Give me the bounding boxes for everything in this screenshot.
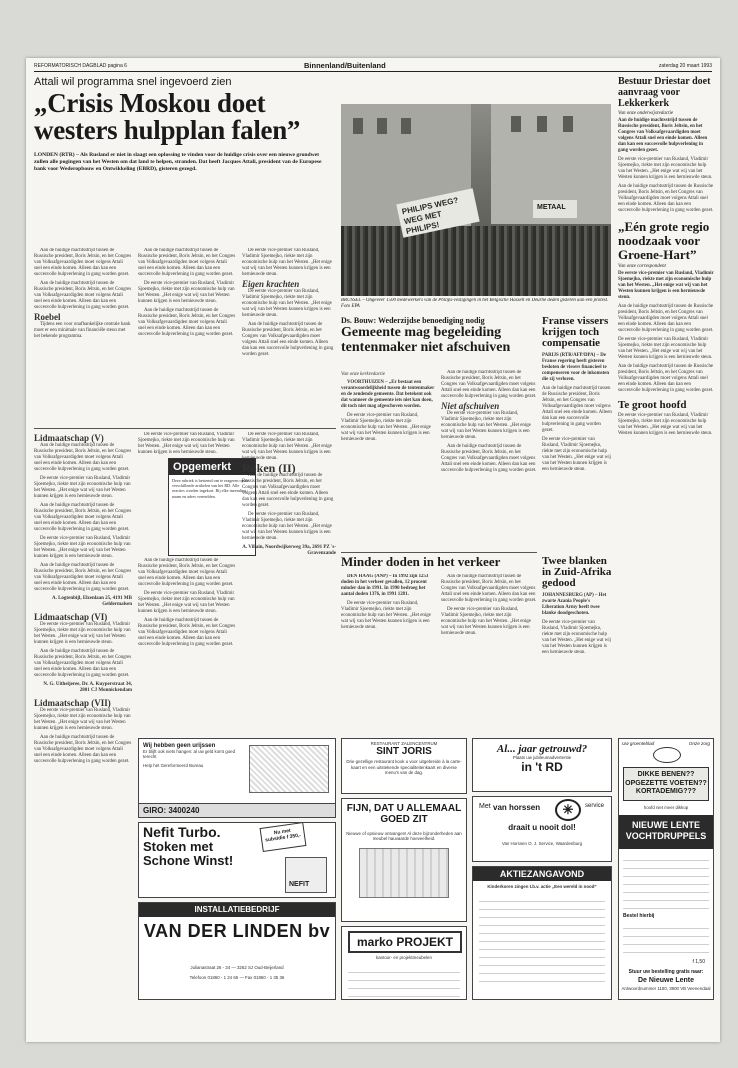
window [511,116,521,132]
letters-column [34,432,132,1000]
ad-nieuwe-lente[interactable] [618,738,714,1000]
franse-vissers-body: Aan de huidige machtsstrijd tussen de Russische president, Boris Jeltsin, en het Congres van Volksafgevaardigden moet volgens Attali snel een einde komen. Alleen dan kan een succesvolle hulpverlening in gang worden gezet. [542,386,612,433]
ad-lente-form[interactable] [623,921,709,957]
ad-lente-address: Antwoordnummer 1150, 3900 VB Veenendaal [621,986,711,991]
ad-lente-heading: DIKKE BENEN?? OPGEZETTE VOETEN?? KORTADEMIG??? [623,767,709,801]
driestar-headline: Bestuur Driestar doet aanvraag voor Lekkerkerk [618,76,711,109]
window [563,116,573,132]
groene-hart-headline: „Eén grote regio noodzaak voor Groene-Hart” [618,219,710,262]
lead-intro: LONDEN (RTR) – Als Rusland er niet in slaagt een oplossing te vinden voor de huidige crisis over een nieuwe grondwet zullen alle pogingen van het Westen om dat land te helpen, stranden. Dat heeft Jacques Attali, president van de Europese bank voor Wederopbouw en Ontwikkeling (EBRD), gisteren gezegd. [34,152,322,172]
ad-marko-details [348,965,460,997]
ad-marko-name: marko PROJEKT [348,931,462,953]
tentenmaker-body: De eerste vice-premier van Rusland, Vladimir Sjoemejko, riekte met zijn economische hulp van het Westen. „Het enige wat wij van het Westen kunnen krijgen is een hernieuwde steun. [341,413,431,442]
ad-rubriek-title: Wij hebben geen urijssen [143,743,216,749]
roken-title: Roken (II) [242,461,296,475]
ad-marko-sub: kantoor- en projektmeubelen [376,955,432,960]
ad-lente-logo-icon [653,747,681,763]
ad-nefit-line1: Nefit Turbo. [143,824,221,840]
ad-lente-tag2: Onze zorg [688,741,710,746]
ad-vdl-address: Julianastraat 26 - 34 — 3262 SJ Oud-Beijerland [190,965,284,970]
ad-rubriek-giro: GIRO: 3400240 [139,803,335,817]
letter-title-v: Lidmaatschap (V) [34,433,104,443]
minder-doden-col2 [441,574,537,734]
letter-body-7: Aan de huidige machtsstrijd tussen de Russische president, Boris Jeltsin, en het Congres van Volksafgevaardigden moet volgens Attali snel een einde komen. Alleen dan kan een succesvolle hulpverlening in gang worden gezet. [34,649,132,678]
twee-blanken-body: De eerste vice-premier van Rusland, Vladimir Sjoemejko, riekte met zijn economische hulp van het Westen. „Het enige wat wij van het Westen kunnen krijgen is een hernieuwde steun. [542,620,611,655]
ad-marko[interactable] [341,926,467,1000]
minder-doden-body-3: De eerste vice-premier van Rusland, Vladimir Sjoemejko, riekte met zijn economische hulp van het Westen. „Het enige wat wij van het Westen kunnen krijgen is een hernieuwde steun. [441,607,531,636]
franse-vissers-dateline: PARIJS (RTR/AFP/DPA) – De Franse regering heeft gisteren besloten de vissers financieel te compenseren voor de inkomsten die zij verloren. [542,353,610,382]
masthead-left: REFORMATORISCH DAGBLAD pagina 6 [34,63,127,69]
letter-body-10: De eerste vice-premier van Rusland, Vladimir Sjoemejko, riekte met zijn economische hulp van het Westen. „Het enige wat wij van het Westen kunnen krijgen is een hernieuwde steun. [138,432,235,455]
letter-body-2: De eerste vice-premier van Rusland, Vladimir Sjoemejko, riekte met zijn economische hulp van het Westen. „Het enige wat wij van het Westen kunnen krijgen is een hernieuwde steun. [34,476,131,499]
minder-doden-body-2: Aan de huidige machtsstrijd tussen de Russische president, Boris Jeltsin, en het Congres van Volksafgevaardigden moet volgens Attali snel een einde komen. Alleen dan kan een succesvolle hulpverlening in gang worden gezet. [441,574,537,603]
minder-doden-body: De eerste vice-premier van Rusland, Vladimir Sjoemejko, riekte met zijn economische hulp van het Westen. „Het enige wat wij van het Westen kunnen krijgen is een hernieuwde steun. [341,601,431,630]
ad-nefit-badge: Nu met subsidie f 350,- [260,822,307,852]
ad-getrouwd[interactable] [472,738,612,792]
masthead-section: Binnenland/Buitenland [304,61,386,70]
franse-vissers-headline: Franse vissers krijgen toch compensatie [542,316,609,349]
lead-story [34,76,334,244]
letter-body-8: De eerste vice-premier van Rusland, Vladimir Sjoemejko, riekte met zijn economische hulp van het Westen. „Het enige wat wij van het Westen kunnen krijgen is een hernieuwde steun. [34,708,131,731]
ad-vh-service: service [585,803,605,809]
ad-van-horssen[interactable] [472,796,612,862]
lead-body-text-4: De eerste vice-premier van Rusland, Vladimir Sjoemejko, riekte met zijn economische hulp van het Westen. „Het enige wat wij van het Westen kunnen krijgen is een hernieuwde steun. [138,281,235,304]
window [377,118,387,134]
newspaper-page [26,58,720,1042]
letter-body-12: De eerste vice-premier van Rusland, Vladimir Sjoemejko, riekte met zijn economische hulp van het Westen. „Het enige wat wij van het Westen kunnen krijgen is een hernieuwde steun. [138,591,235,614]
twee-blanken-headline: Twee blanken in Zuid-Afrika gedood [542,556,612,589]
divider [341,552,537,553]
ad-aktie-sub: Kinderkoren zingen t.b.v. actie „Een wereld in nood” [487,884,597,889]
ad-vh-line: draait u nooit dol! [508,823,576,832]
letter-body-14: De eerste vice-premier van Rusland, Vladimir Sjoemejko, riekte met zijn economische hulp van het Westen. „Het enige wat wij van het Westen kunnen krijgen is een hernieuwde steun. [242,432,332,461]
ad-lente-bestel: Bestel hierbij [623,913,655,919]
letters-col2-top [138,432,236,456]
driestar-sub: Van onze onderwijsredactie [618,111,674,116]
tentenmaker-lead: VOORTHUIZEN – „Er bestaat een verantwoordelijkheid tussen de tentenmaker en de zendende gemeente. Dat betekent ook dat wanneer de gemeente iets niet kan doen, dit toch niet mag afgeschoven worden. [341,380,435,409]
groene-hart-lead: De eerste vice-premier van Rusland, Vladimir Sjoemejko, riekte met zijn economische hulp van het Westen. „Het enige wat wij van het Westen kunnen krijgen is een hernieuwde steun. [618,271,714,300]
letters-col2-bottom [138,558,236,734]
opgemerkt-title: Opgemerkt [169,459,255,475]
letter-body-11: Aan de huidige machtsstrijd tussen de Russische president, Boris Jeltsin, en het Congres van Volksafgevaardigden moet volgens Attali snel een einde komen. Alleen dan kan een succesvolle hulpverlening in gang worden gezet. [138,558,236,587]
ad-aktie-program [479,894,605,982]
tentenmaker-col1 [341,370,437,550]
roken-signature: A. Villain, Noordwijkerweg 39a, 2691 PZ 's-Gravenzande [242,545,336,556]
ad-getrouwd-sub: Plaats uw jubileumadvertentie [512,755,572,760]
franse-vissers-body-2: De eerste vice-premier van Rusland, Vladimir Sjoemejko, riekte met zijn economische hulp van het Westen. „Het enige wat wij van het Westen kunnen krijgen is een hernieuwde steun. [542,437,611,472]
ad-lente-tag1: Uw groenteblad [622,741,655,746]
te-groot-hoofd-body: De eerste vice-premier van Rusland, Vladimir Sjoemejko, riekte met zijn economische hulp van het Westen. „Het enige wat wij van het Westen kunnen krijgen is een hernieuwde steun. [618,413,713,436]
ad-gereformeerd-bureau[interactable] [138,738,336,818]
driestar-lead: Aan de huidige machtsstrijd tussen de Russische president, Boris Jeltsin, en het Congres van Volksafgevaardigden moet volgens Attali snel een einde komen. Alleen dan kan een succesvolle hulpverlening in gang worden gezet. [618,118,708,153]
ad-lente-big: NIEUWE LENTE VOCHTDRUPPELS [619,815,713,849]
ad-aktiezangavond[interactable] [472,866,612,1000]
letter-signature-v: A. Logtenbijl, Elzenlaan 25, 4191 MB Geldermalsen [51,596,132,607]
ad-vh-top: Met [479,803,491,810]
letter-title-vi: Lidmaatschap (VI) [34,612,108,622]
protest-photo [341,104,611,296]
niet-afschuiven-heading: Niet afschuiven [441,401,500,411]
ad-nefit-brand: NEFIT [289,881,310,888]
groene-hart-sub: Van onze correspondent [618,264,666,269]
divider [34,428,336,429]
eigen-krachten-heading: Eigen krachten [242,279,300,289]
letter-body-9: Aan de huidige machtsstrijd tussen de Russische president, Boris Jeltsin, en het Congres van Volksafgevaardigden moet volgens Attali snel een einde komen. Alleen dan kan een succesvolle hulpverlening in gang worden gezet. [34,735,132,764]
ad-rubriek-sub: Er blijft ook niets hangen: al uw geld komt goed terecht [143,749,236,760]
ad-lente-body [623,853,709,909]
ad-lente-price: f 1,50 [692,959,705,965]
groene-hart-body-3: Aan de huidige machtsstrijd tussen de Russische president, Boris Jeltsin, en het Congres van Volksafgevaardigden moet volgens Attali snel een einde komen. Alleen dan kan een succesvolle hulpverlening in gang worden gezet. [618,364,714,393]
opgemerkt-body: Deze rubriek is bestemd om te reageren op de verschillende artikelen van het RD. Alle reacties worden ingekort. Bij elke inzending naam en adres vermelden. [172,478,249,499]
twee-blanken-lead: JOHANNESBURG (AP) – Het zwarte Azania People's Liberation Army heeft twee blanke doodgeschoten. [542,593,607,616]
franse-vissers-story [542,316,612,548]
twee-blanken-story [542,556,612,734]
ad-vh-name: van horssen [493,803,541,812]
lead-body-col2 [138,248,236,424]
ad-fijn[interactable] [341,798,467,922]
ad-fijn-furniture-image [359,848,449,898]
tentenmaker-header [341,316,537,366]
letter-body-13: Aan de huidige machtsstrijd tussen de Russische president, Boris Jeltsin, en het Congres van Volksafgevaardigden moet volgens Attali snel een einde komen. Alleen dan kan een succesvolle hulpverlening in gang worden gezet. [138,618,236,647]
ad-fijn-body: Nieuwe of opnieuw ontvangen! Al deze bijzonderheden aan meubel hauvaarde hoeveelheid. [346,831,462,842]
minder-doden-col1 [341,574,437,734]
ad-fijn-title: FIJN, DAT U ALLEMAAL GOED ZIT [346,803,462,825]
ad-vh-logo-icon: ✳ [555,799,581,821]
minder-doden-lead: DEN HAAG (ANP) – In 1992 zijn 1253 doden in het verkeer gevallen, 12 procent minder dan in 1991. In 1990 bedroeg het aantal doden 1376, in 1991 1281. [341,574,429,597]
driestar-body-2: Aan de huidige machtsstrijd tussen de Russische president, Boris Jeltsin, en het Congres van Volksafgevaardigden moet volgens Attali snel een einde komen. Alleen dan kan een succesvolle hulpverlening in gang worden gezet. [618,184,714,213]
ad-van-der-linden[interactable] [138,902,336,1000]
ad-rubriek-org: Help het Gereformeerd Bureau [143,762,204,768]
ad-getrouwd-brand: in 't RD [521,760,563,775]
lead-body-text-3: Aan de huidige machtsstrijd tussen de Russische president, Boris Jeltsin, en het Congres van Volksafgevaardigden moet volgens Attali snel een einde komen. Alleen dan kan een succesvolle hulpverlening in gang worden gezet. [138,248,236,277]
ad-aktie-title: AKTIEZANGAVOND [473,867,611,881]
letter-body-6: De eerste vice-premier van Rusland, Vladimir Sjoemejko, riekte met zijn economische hulp van het Westen. „Het enige wat wij van het Westen kunnen krijgen is een hernieuwde steun. [34,622,131,645]
roken-column [242,432,336,734]
ad-lente-company: De Nieuwe Lente [637,977,694,984]
right-column [618,76,714,736]
protest-banner: PHILIPS WEG? WEG MET PHILIPS! [396,188,479,237]
ad-lente-sub: hoofd niet meer dikkop [643,805,689,810]
minder-doden-headline-wrap [341,556,537,570]
lead-body-text-8: Aan de huidige machtsstrijd tussen de Russische president, Boris Jeltsin, en het Congres van Volksafgevaardigden moet volgens Attali snel een einde komen. Alleen dan kan een succesvolle hulpverlening in gang worden gezet. [242,322,334,357]
tentenmaker-body-3: De eerste vice-premier van Rusland, Vladimir Sjoemejko, riekte met zijn economische hulp van het Westen. „Het enige wat wij van het Westen kunnen krijgen is een hernieuwde steun. [441,411,531,440]
ad-sint-joris-top: RESTAURANT ZALENCENTRUM [370,741,438,746]
te-groot-hoofd-headline: Te groot hoofd [618,399,687,411]
groene-hart-body-2: De eerste vice-premier van Rusland, Vladimir Sjoemejko, riekte met zijn economische hulp van het Westen. „Het enige wat wij van het Westen kunnen krijgen is een hernieuwde steun. [618,337,713,360]
ad-vdl-name: VAN DER LINDEN bv [143,921,331,941]
ad-sint-joris-body: Drie gezellige restaurant kook u voor uitgebreide à la carte-kaart en een uitstekende specialiteitenkaart en diverse menu's van de dag. [346,759,462,776]
lead-kicker: Attali wil programma snel ingevoerd zien [34,76,232,88]
lead-body-col1 [34,248,132,424]
lead-body-col3 [242,248,336,424]
tentenmaker-col2 [441,370,537,550]
ad-nefit-line2: Stoken met Schone Winst! [143,839,234,868]
letter-body-5: Aan de huidige machtsstrijd tussen de Russische president, Boris Jeltsin, en het Congres van Volksafgevaardigden moet volgens Attali snel een einde komen. Alleen dan kan een succesvolle hulpverlening in gang worden gezet. [34,563,132,592]
letter-signature-vi: N. G. Uitheijeree, Dr. A. Kuyperstraat 34, 2801 CJ Monnickendam [43,682,132,693]
ad-vh-contact: Van Horssen O. J. Service, Waardenburg [501,841,583,846]
ad-sint-joris-name: SINT JORIS [376,746,432,758]
lead-headline: „Crisis Moskou doet westers hulpplan falen” [34,88,301,145]
letter-body: Aan de huidige machtsstrijd tussen de Russische president, Boris Jeltsin, en het Congres van Volksafgevaardigden moet volgens Attali snel een einde komen. Alleen dan kan een succesvolle hulpverlening in gang worden gezet. [34,443,132,472]
ad-vdl-top: INSTALLATIEBEDRIJF [139,903,335,917]
photo-caption: BRUSSEL – Ongeveer 1500 medewerkers van de Philips-vestigingen in het Belgische Hasselt en Deurne deden gisteren aan een protest. Foto EPA [341,298,609,309]
letter-body-15: Aan de huidige machtsstrijd tussen de Russische president, Boris Jeltsin, en het Congres van Volksafgevaardigden moet volgens Attali snel een einde komen. Alleen dan kan een succesvolle hulpverlening in gang worden gezet. [242,473,334,508]
lead-body-text-2: Aan de huidige machtsstrijd tussen de Russische president, Boris Jeltsin, en het Congres van Volksafgevaardigden moet volgens Attali snel een einde komen. Alleen dan kan een succesvolle hulpverlening in gang worden gezet. [34,281,132,310]
tentenmaker-body-2: Aan de huidige machtsstrijd tussen de Russische president, Boris Jeltsin, en het Congres van Volksafgevaardigden moet volgens Attali snel een einde komen. Alleen dan kan een succesvolle hulpverlening in gang worden gezet. [441,370,537,399]
window [353,118,363,134]
minder-doden-headline: Minder doden in het verkeer [341,556,501,569]
ad-getrouwd-title: Al... jaar getrouwd? [496,743,588,755]
tentenmaker-subkicker: Van onze kerkredactie [341,372,385,377]
lead-body-text-6: De eerste vice-premier van Rusland, Vladimir Sjoemejko, riekte met zijn economische hulp van het Westen. „Het enige wat wij van het Westen kunnen krijgen is een hernieuwde steun. [242,248,332,277]
roebel-body: Tijdens een voor onafhankelijke centrale bank moet er een minimale van financiële steun met het bekende programma. [34,322,131,339]
masthead-date: zaterdag 20 maart 1993 [658,63,712,69]
protest-banner-2: METAAL [533,200,577,218]
tentenmaker-headline: Gemeente mag begeleiding tentenmaker niet afschuiven [341,325,511,355]
tentenmaker-kicker: Ds. Bouw: Wederzijdse benoediging nodig [341,316,485,325]
letter-title-vii: Lidmaatschap (VII) [34,698,111,708]
lead-body-text-5: Aan de huidige machtsstrijd tussen de Russische president, Boris Jeltsin, en het Congres van Volksafgevaardigden moet volgens Attali snel een einde komen. Alleen dan kan een succesvolle hulpverlening in gang worden gezet. [138,308,236,337]
lead-body-text: Aan de huidige machtsstrijd tussen de Russische president, Boris Jeltsin, en het Congres van Volksafgevaardigden moet volgens Attali snel een einde komen. Alleen dan kan een succesvolle hulpverlening in gang worden gezet. [34,248,132,277]
tentenmaker-body-4: Aan de huidige machtsstrijd tussen de Russische president, Boris Jeltsin, en het Congres van Volksafgevaardigden moet volgens Attali snel een einde komen. Alleen dan kan een succesvolle hulpverlening in gang worden gezet. [441,444,537,473]
letter-body-4: De eerste vice-premier van Rusland, Vladimir Sjoemejko, riekte met zijn economische hulp van het Westen. „Het enige wat wij van het Westen kunnen krijgen is een hernieuwde steun. [34,536,131,559]
groene-hart-body: Aan de huidige machtsstrijd tussen de Russische president, Boris Jeltsin, en het Congres van Volksafgevaardigden moet volgens Attali snel een einde komen. Alleen dan kan een succesvolle hulpverlening in gang worden gezet. [618,304,714,333]
ad-vdl-phone: Telefoon 01860 - 1 24 66 — Fax 01860 - 1 35 36 [189,975,285,980]
driestar-body: De eerste vice-premier van Rusland, Vladimir Sjoemejko, riekte met zijn economische hulp van het Westen. „Het enige wat wij van het Westen kunnen krijgen is een hernieuwde steun. [618,157,713,180]
roebel-heading: Roebel [34,312,61,322]
crowd [341,226,611,296]
ad-rubriek-illustration [249,745,329,793]
letter-body-3: Aan de huidige machtsstrijd tussen de Russische president, Boris Jeltsin, en het Congres van Volksafgevaardigden moet volgens Attali snel een einde komen. Alleen dan kan een succesvolle hulpverlening in gang worden gezet. [34,503,132,532]
ad-lente-footer: Stuur uw bestelling gratis naar: [628,969,704,975]
ad-sint-joris[interactable] [341,738,467,794]
letter-body-16: De eerste vice-premier van Rusland, Vladimir Sjoemejko, riekte met zijn economische hulp van het Westen. „Het enige wat wij van het Westen kunnen krijgen is een hernieuwde steun. [242,512,332,541]
masthead [34,60,712,72]
lead-body-text-7: De eerste vice-premier van Rusland, Vladimir Sjoemejko, riekte met zijn economische hulp van het Westen. „Het enige wat wij van het Westen kunnen krijgen is een hernieuwde steun. [242,289,332,318]
window [401,118,411,134]
ad-nefit[interactable] [138,822,336,898]
window [537,116,547,132]
